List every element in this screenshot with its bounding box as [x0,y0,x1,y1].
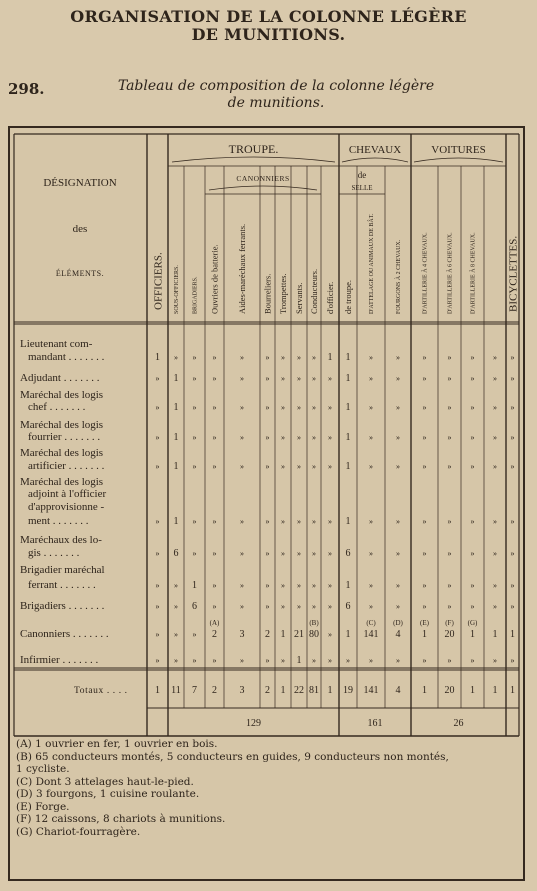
cell-value: » [174,353,178,362]
cell-value: 1 [173,461,179,472]
cell-value: » [297,517,301,526]
cell-value: » [174,602,178,611]
designation-header: DÉSIGNATION [43,177,117,189]
cell-value: 1 [173,402,179,413]
cell-value: 1 [422,629,427,640]
row-label: Maréchaux des lo- [20,534,102,546]
cell-value: » [265,602,270,611]
footnote: (F) 12 caissons, 8 chariots à munitions. [16,813,226,825]
cell-value: » [212,549,217,558]
row-label: Maréchal des logis [20,476,104,488]
cell-value: » [493,549,497,558]
cell-value: » [369,602,373,611]
cell-value: » [192,403,197,412]
cell-value: » [155,581,160,590]
cell-value: » [155,630,160,639]
cell-value: » [447,602,452,611]
cell-value: » [493,374,497,383]
row-label: d'approvisionne - [28,501,105,513]
cell-value: » [265,581,270,590]
grand-total-voitures: 26 [453,718,464,729]
cell-value: » [396,581,400,590]
cell-value: » [422,549,427,558]
total-value: 1 [510,685,515,696]
cell-value: » [447,353,452,362]
cell-value: » [297,433,301,442]
cell-value: » [510,353,515,362]
cell-value: 1 [173,516,179,527]
cell-value: » [422,517,427,526]
footnote-mark: (B) [309,619,319,627]
cell-value: 6 [345,601,351,612]
total-value: 1 [470,685,475,696]
cell-value: » [192,517,197,526]
cell-value: 2 [265,629,270,640]
cell-value: » [510,581,515,590]
cell-value: » [312,433,316,442]
cell-value: » [240,462,244,471]
cell-value: » [155,549,160,558]
cell-value: » [510,433,515,442]
row-label: Maréchal des logis [20,419,104,431]
column-header: Bourreliers. [262,273,273,314]
cell-value: » [240,549,244,558]
cell-value: » [470,462,475,471]
cell-value: » [510,517,515,526]
cell-value: » [470,403,475,412]
column-header: D'ARTILLERIE À 6 CHEVAUX. [447,232,454,314]
cell-value: » [510,403,515,412]
cell-value: » [240,602,244,611]
cell-value: » [369,549,373,558]
group-brace [209,186,317,190]
caption-line-2: de munitions. [227,95,325,111]
cell-value: » [396,433,400,442]
row-label: chef . . . . . . . [28,401,86,413]
row-label: Brigadiers . . . . . . . [20,600,105,612]
total-value: 20 [444,685,455,696]
cell-value: » [396,374,400,383]
cell-value: » [396,656,400,665]
cell-value: 3 [239,629,245,640]
row-label: Infirmier . . . . . . . [20,654,99,666]
row-label: mandant . . . . . . . [28,351,105,363]
total-value: 1 [492,685,498,696]
total-value: 81 [309,685,319,696]
cell-value: » [155,656,160,665]
cell-value: » [493,433,497,442]
cell-value: » [396,353,400,362]
cell-value: » [212,656,217,665]
cell-value: 6 [173,548,179,559]
group-title-chevaux: CHEVAUX [348,144,402,156]
column-header: d'officier. [324,281,335,314]
cell-value: » [447,374,452,383]
cell-value: » [212,353,217,362]
cell-value: » [396,462,400,471]
group-brace [172,157,335,162]
total-value: 2 [265,685,270,696]
cell-value: » [369,353,373,362]
cell-value: » [396,517,400,526]
caption-line-1: Tableau de composition de la colonne légère [117,78,435,94]
cell-value: » [174,630,178,639]
cell-value: » [312,353,316,362]
cell-value: 1 [492,629,498,640]
footnote: (G) Chariot-fourragère. [16,825,141,838]
group-title-canonniers: CANONNIERS [236,174,290,183]
cell-value: » [297,602,301,611]
designation-header: des [72,223,88,235]
cell-value: » [328,517,332,526]
cell-value: » [493,353,497,362]
cell-value: » [312,517,316,526]
cell-value: » [212,433,217,442]
cell-value: 6 [192,601,197,612]
grand-total-troupe: 129 [246,718,261,729]
cell-value: » [470,549,475,558]
group-title-troupe: TROUPE. [228,142,279,156]
total-value: 141 [363,685,379,696]
cell-value: » [396,549,400,558]
cell-value: » [447,433,452,442]
cell-value: » [281,353,285,362]
cell-value: » [265,549,270,558]
total-value: 22 [294,685,304,696]
total-value: 19 [343,685,353,696]
cell-value: » [155,403,160,412]
cell-value: » [281,549,285,558]
cell-value: » [493,581,497,590]
cell-value: 1 [345,461,351,472]
cell-value: » [470,581,475,590]
cell-value: » [192,374,197,383]
row-label: Lieutenant com- [20,338,93,350]
row-label: gis . . . . . . . [28,547,80,559]
column-header: de troupe. [342,280,353,314]
cell-value: » [312,374,316,383]
total-value: 7 [192,685,197,696]
column-header: D'ARTILLERIE À 8 CHEVAUX. [470,232,477,314]
row-label: artificier . . . . . . . [28,460,105,472]
cell-value: 2 [212,629,217,640]
column-header: D'ARTILLERIE À 4 CHEVAUX. [422,232,429,314]
designation-header: ÉLÉMENTS. [55,269,105,278]
column-header: D'ATTELAGE OU ANIMAUX DE BÂT. [369,213,376,314]
cell-value: » [493,602,497,611]
cell-value: » [192,549,197,558]
cell-value: » [510,374,515,383]
title-line-1: ORGANISATION DE LA COLONNE LÉGÈRE [70,7,467,26]
cell-value: 1 [296,655,302,666]
cell-value: 1 [345,373,351,384]
column-header: Ouvriers de batterie. [209,244,220,314]
footnote: (B) 65 conducteurs montés, 5 conducteurs en guides, 9 conducteurs non montés, [16,750,449,763]
cell-value: » [328,374,332,383]
cell-value: » [510,602,515,611]
cell-value: » [240,581,244,590]
cell-value: » [510,656,515,665]
cell-value: » [328,462,332,471]
cell-value: » [297,403,301,412]
cell-value: » [155,462,160,471]
footnote-mark: (E) [420,619,429,627]
cell-value: » [493,656,497,665]
cell-value: » [281,462,285,471]
total-value: 11 [171,685,181,696]
cell-value: » [312,403,316,412]
cell-value: » [155,433,160,442]
row-label: Maréchal des logis [20,389,104,401]
cell-value: » [192,462,197,471]
page-title [0,8,537,44]
cell-value: » [174,581,178,590]
cell-value: » [212,517,217,526]
cell-value: » [155,374,160,383]
cell-value: » [265,353,270,362]
row-label: Brigadier maréchal [20,564,105,576]
footnote: (E) Forge. [16,800,70,813]
cell-value: » [493,462,497,471]
row-label: Adjudant . . . . . . . [20,372,100,384]
cell-value: » [396,403,400,412]
row-label: ment . . . . . . . [28,515,89,527]
cell-value: » [493,517,497,526]
cell-value: » [328,656,332,665]
cell-value: » [422,656,427,665]
cell-value: » [265,433,270,442]
cell-value: 1 [345,402,351,413]
cell-value: » [297,353,301,362]
cell-value: » [155,602,160,611]
cell-value: » [297,581,301,590]
cell-value: » [470,517,475,526]
cell-value: » [281,581,285,590]
cell-value: » [369,433,373,442]
cell-value: » [265,462,270,471]
cell-value: » [510,462,515,471]
cell-value: » [470,656,475,665]
cell-value: 1 [155,352,160,363]
total-value: 1 [280,685,286,696]
cell-value: » [192,656,197,665]
cell-value: » [240,433,244,442]
cell-value: » [192,433,197,442]
row-label: Maréchal des logis [20,447,104,459]
cell-value: 1 [173,432,179,443]
footnote-mark: (G) [467,619,478,627]
cell-value: » [297,374,301,383]
grand-total-chevaux: 161 [367,718,383,729]
cell-value: » [265,517,270,526]
cell-value: » [422,433,427,442]
cell-value: » [447,517,452,526]
group-title-voitures: VOITURES [431,144,486,156]
cell-value: » [192,353,197,362]
cell-value: 1 [345,432,351,443]
cell-value: » [328,549,332,558]
cell-value: » [369,374,373,383]
column-header: FOURGONS À 2 CHEVAUX. [396,239,403,314]
cell-value: » [212,374,217,383]
totals-label: Totaux . . . . [74,686,128,696]
cell-value: » [510,549,515,558]
cell-value: » [369,656,373,665]
column-header-bicyclettes: BICYCLETTES. [507,235,520,312]
cell-value: 1 [345,352,351,363]
cell-value: » [470,353,475,362]
cell-value: » [174,656,178,665]
cell-value: » [369,581,373,590]
cell-value: 21 [294,629,304,640]
cell-value: » [470,602,475,611]
footnotes [16,738,518,838]
footnote: (C) Dont 3 attelages haut-le-pied. [16,775,194,788]
total-value: 2 [212,685,217,696]
footnote-mark: (C) [366,619,376,627]
cell-value: » [328,602,332,611]
cell-value: » [346,656,350,665]
cell-value: » [328,433,332,442]
table-caption [86,78,466,112]
cell-value: » [470,374,475,383]
total-value: 1 [155,685,160,696]
cell-value: » [447,549,452,558]
cell-value: » [328,581,332,590]
cell-value: 4 [395,629,401,640]
cell-value: » [240,517,244,526]
cell-value: » [493,403,497,412]
footnote: 1 cycliste. [16,763,70,775]
cell-value: 1 [192,580,197,591]
cell-value: » [369,403,373,412]
column-header: Aides-maréchaux ferrants. [236,223,247,314]
total-value: 1 [422,685,427,696]
cell-value: 1 [173,373,179,384]
row-label: adjoint à l'officier [28,488,107,500]
cell-value: » [281,517,285,526]
cell-value: » [312,549,316,558]
cell-value: 6 [345,548,351,559]
cell-value: » [212,602,217,611]
cell-value: » [328,403,332,412]
cell-value: » [422,462,427,471]
cell-value: » [422,602,427,611]
footnote-mark: (A) [209,619,220,627]
cell-value: » [369,462,373,471]
cell-value: » [281,403,285,412]
group-title-selle: de [357,170,367,180]
group-brace [414,158,503,162]
cell-value: » [281,656,285,665]
cell-value: » [212,403,217,412]
cell-value: 1 [345,580,351,591]
cell-value: » [422,374,427,383]
cell-value: » [447,581,452,590]
cell-value: » [240,403,244,412]
cell-value: » [240,656,244,665]
cell-value: » [265,374,270,383]
cell-value: » [312,462,316,471]
cell-value: 141 [363,629,379,640]
row-label: ferrant . . . . . . . [28,579,96,591]
column-header: BRIGADIERS. [192,276,199,314]
column-header: Conducteurs. [308,268,319,314]
cell-value: » [369,517,373,526]
footnote: (A) 1 ouvrier en fer, 1 ouvrier en bois. [16,738,218,750]
row-label: Canonniers . . . . . . . [20,628,109,640]
cell-value: 1 [327,352,333,363]
cell-value: » [192,630,197,639]
total-value: 3 [239,685,245,696]
total-value: 1 [327,685,333,696]
cell-value: » [470,433,475,442]
cell-value: » [422,581,427,590]
title-line-2: DE MUNITIONS. [191,25,346,44]
footnote: (D) 3 fourgons, 1 cuisine roulante. [16,788,200,800]
cell-value: » [312,602,316,611]
cell-value: 80 [309,629,319,640]
cell-value: 1 [345,629,351,640]
cell-value: 1 [510,629,515,640]
cell-value: 1 [280,629,286,640]
cell-value: » [281,374,285,383]
group-title-selle: SELLE [351,184,373,192]
cell-value: » [281,433,285,442]
cell-value: » [212,581,217,590]
cell-value: » [422,403,427,412]
total-value: 4 [395,685,401,696]
cell-value: » [297,549,301,558]
cell-value: 1 [345,516,351,527]
cell-value: 20 [444,629,455,640]
cell-value: » [265,403,270,412]
column-header-officiers: OFFICIERS. [152,252,165,310]
footnote-mark: (D) [393,619,403,627]
cell-value: » [281,602,285,611]
cell-value: » [240,374,244,383]
cell-value: » [447,656,452,665]
column-header: SOUS-OFFICIERS. [174,265,181,314]
cell-value: » [447,462,452,471]
footnote-mark: (F) [445,619,454,627]
cell-value: » [312,581,316,590]
cell-value: » [297,462,301,471]
group-brace [342,158,408,162]
cell-value: » [240,353,244,362]
cell-value: » [312,656,316,665]
cell-value: » [265,656,270,665]
row-label: fourrier . . . . . . . [28,431,101,443]
cell-value: » [212,462,217,471]
column-header: Servants. [293,282,304,314]
cell-value: » [422,353,427,362]
column-header: Trompettes. [277,273,288,314]
cell-value: » [328,630,332,639]
cell-value: » [155,517,160,526]
cell-value: » [447,403,452,412]
section-number: 298. [8,80,45,98]
cell-value: » [396,602,400,611]
cell-value: 1 [470,629,475,640]
